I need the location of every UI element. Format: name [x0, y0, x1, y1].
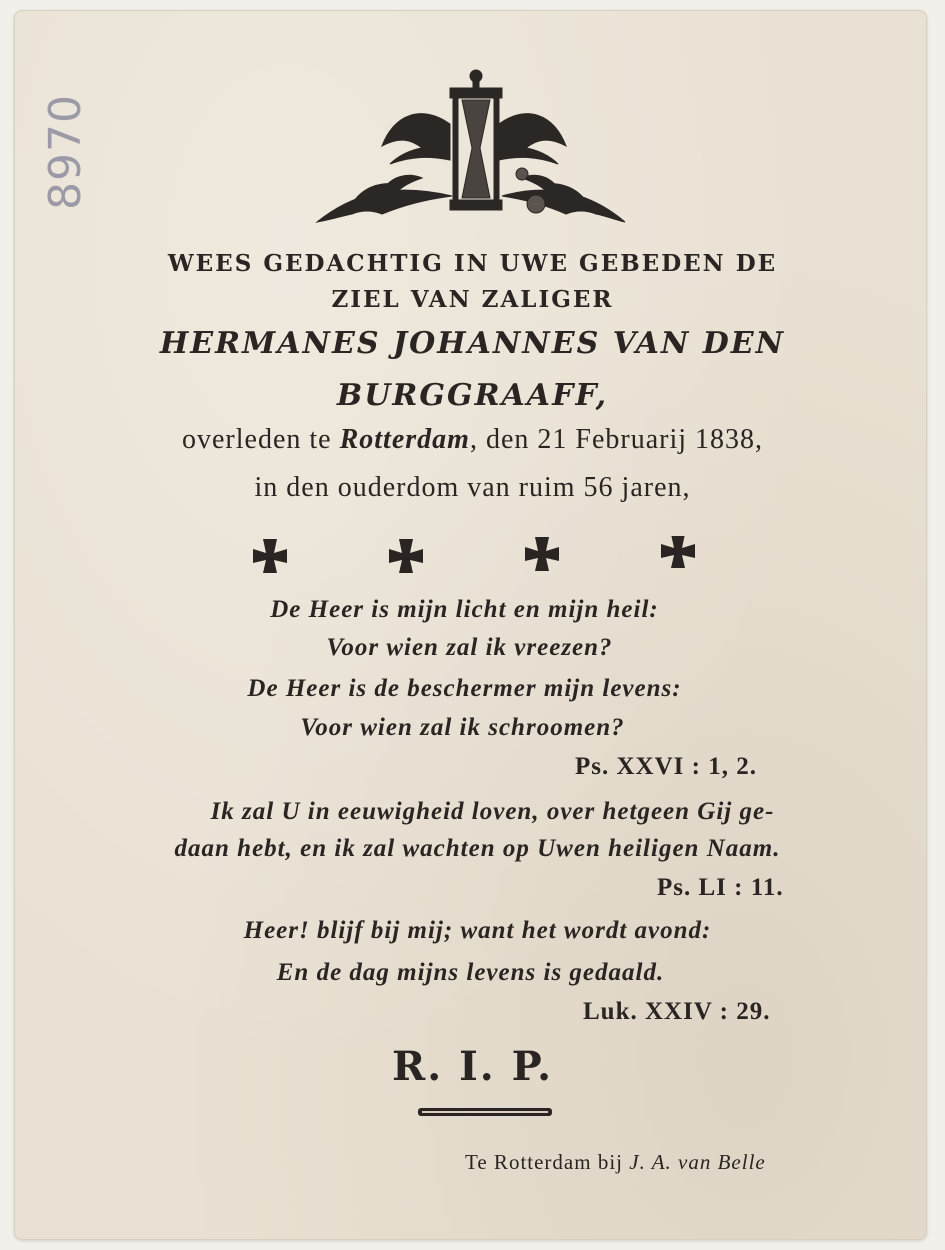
death-age: in den ouderdom van ruim 56 jaren,: [254, 472, 691, 503]
cross-pattee-icon: [389, 539, 423, 573]
deceased-name-line-2: BURGGRAAFF,: [336, 378, 609, 413]
heading-line-1: WEES GEDACHTIG IN UWE GEBEDEN DE: [167, 250, 778, 277]
verse-1-line-1: De Heer is mijn licht en mijn heil:: [270, 596, 659, 623]
inventory-number: 8970: [40, 94, 91, 210]
ornamental-rule: [418, 1108, 552, 1116]
cross-pattee-icon: [253, 539, 287, 573]
verse-1-reference: Ps. XXVI : 1, 2.: [575, 753, 757, 780]
verse-2-reference: Ps. LI : 11.: [657, 874, 784, 901]
rip-text: R. I. P.: [391, 1043, 554, 1090]
deceased-name-line-1: HERMANES JOHANNES VAN DEN: [159, 326, 786, 361]
death-pre: overleden te: [182, 424, 340, 455]
verse-2-line-1: Ik zal U in eeuwigheid loven, over hetgeen Gij ge-: [210, 798, 775, 825]
death-date: , den 21 Februarij 1838,: [469, 424, 763, 455]
printer-imprint: [465, 1150, 766, 1175]
verse-3-line-1: Heer! blijf bij mij; want het wordt avond:: [243, 917, 712, 944]
hourglass-emblem-icon: [312, 64, 630, 232]
verse-3-reference: Luk. XXIV : 29.: [583, 998, 771, 1025]
verse-1-line-3: De Heer is de beschermer mijn levens:: [247, 675, 682, 702]
death-place: Rotterdam: [339, 424, 470, 455]
printer-name: J. A. van Belle: [629, 1150, 766, 1174]
verse-1-line-2: Voor wien zal ik vreezen?: [326, 634, 613, 661]
heading-line-2: ZIEL VAN ZALIGER: [331, 286, 614, 313]
verse-3-line-2: En de dag mijns levens is gedaald.: [276, 959, 665, 986]
death-statement: [0, 424, 945, 456]
cross-pattee-icon: [525, 537, 559, 571]
verse-1-line-4: Voor wien zal ik schroomen?: [300, 714, 625, 741]
printer-pre: Te Rotterdam bij: [465, 1150, 630, 1174]
verse-2-line-2: daan hebt, en ik zal wachten op Uwen heiligen Naam.: [174, 835, 781, 862]
crosses-row: [0, 536, 945, 576]
cross-pattee-icon: [661, 536, 695, 568]
